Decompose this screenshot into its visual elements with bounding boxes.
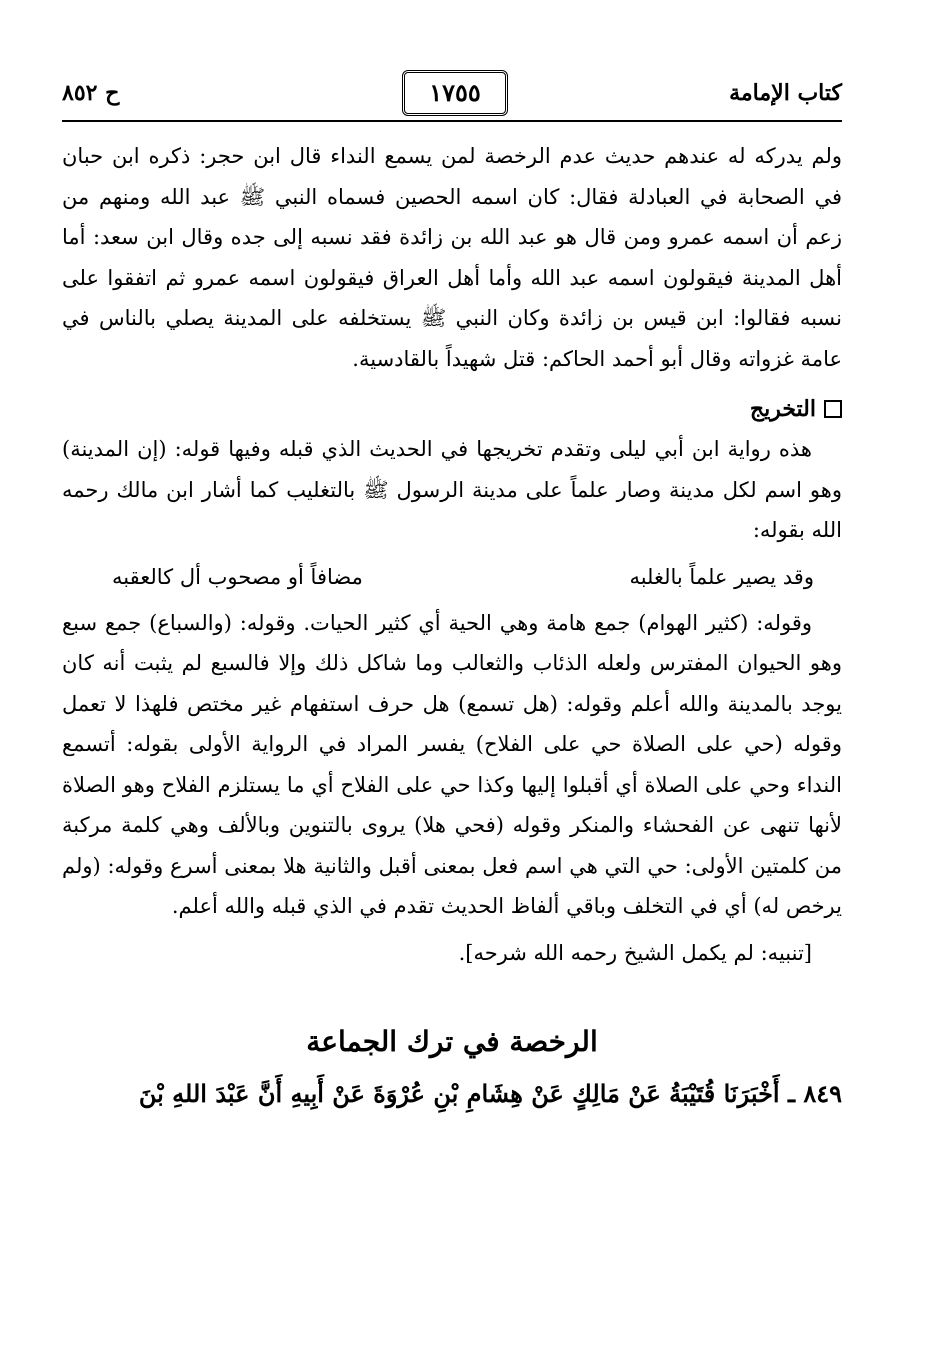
checkbox-square-icon xyxy=(824,400,842,418)
poetry-verse xyxy=(62,555,842,599)
intro-paragraph: ولم يدركه له عندهم حديث عدم الرخصة لمن يسمع النداء قال ابن حجر: ذكره ابن حبان في الصحابة في العبادلة فقال: كان اسمه الحصين فسماه النبي ﷺ عبد الله ومنهم من زعم أن اسمه عمرو ومن قال هو عبد الله بن زائدة فقد نسبه إلى جده وقال ابن سعد: أما أهل المدينة فيقولون اسمه عبد الله وأما أهل العراق فيقولون اسمه عمرو ثم اتفقوا على نسبه فقالوا: ابن قيس بن زائدة وكان النبي ﷺ يستخلفه على المدينة يصلي بالناس في عامة غزواته وقال أبو أحمد الحاكم: قتل شهيداً بالقادسية. xyxy=(62,144,842,371)
page-body xyxy=(62,136,842,1117)
verse-second-hemistich: مضافاً أو مصحوب أل كالعقبه xyxy=(112,564,363,589)
verse-first-hemistich: وقد يصير علماً بالغلبه xyxy=(629,564,814,589)
chapter-title: الرخصة في ترك الجماعة xyxy=(306,1024,598,1058)
section-title: التخريج xyxy=(749,396,816,422)
book-title: كتاب الإمامة xyxy=(729,80,842,106)
takhrij-paragraph: هذه رواية ابن أبي ليلى وتقدم تخريجها في الحديث الذي قبله وفيها قوله: (إن المدينة) وهو اسم لكل مدينة وصار علماً على مدينة الرسول ﷺ بالتغليب كما أشار ابن مالك رحمه الله بقوله: xyxy=(62,437,842,542)
explanation-paragraph: وقوله: (كثير الهوام) جمع هامة وهي الحية أي كثير الحيات. وقوله: (والسباع) جمع سبع وهو الحيوان المفترس ولعله الذئاب والثعالب وما شاكل ذلك وإلا فالسبع لم يثبت أنه كان يوجد بالمدينة والله أعلم وقوله: (هل تسمع) هل حرف استفهام غير مختص فلهذا لا تعمل وقوله (حي على الصلاة حي على الفلاح) يفسر المراد في الرواية الأولى بقوله: أتسمع النداء وحي على الصلاة أي أقبلوا إليها وكذا حي على الفلاح أي ما يستلزم الفلاح وهو الصلاة لأنها تنهى عن الفحشاء والمنكر وقوله (فحي هلا) يروى بالتنوين وبالألف وهي كلمة مركبة من كلمتين الأولى: حي التي هي اسم فعل بمعنى أقبل والثانية هلا بمعنى أسرع وقوله: (ولم يرخص له) أي في التخلف وباقي ألفاظ الحديث تقدم في الذي قبله والله أعلم. xyxy=(62,610,842,918)
page-header xyxy=(62,68,842,120)
editor-note: [تنبيه: لم يكمل الشيخ رحمه الله شرحه]. xyxy=(458,940,812,965)
section-heading xyxy=(62,393,842,425)
hadith-text: ٨٤٩ ـ أَخْبَرَنَا قُتَيْبَةُ عَنْ مَالِكٍ عَنْ هِشَامِ بْنِ عُرْوَةَ عَنْ أَبِيهِ أَنَّ عَبْدَ اللهِ بْنَ xyxy=(138,1078,842,1108)
page-number: ١٧٥٥ xyxy=(402,70,508,116)
hadith-reference: ح ٨٥٢ xyxy=(62,80,120,106)
header-rule xyxy=(62,120,842,122)
